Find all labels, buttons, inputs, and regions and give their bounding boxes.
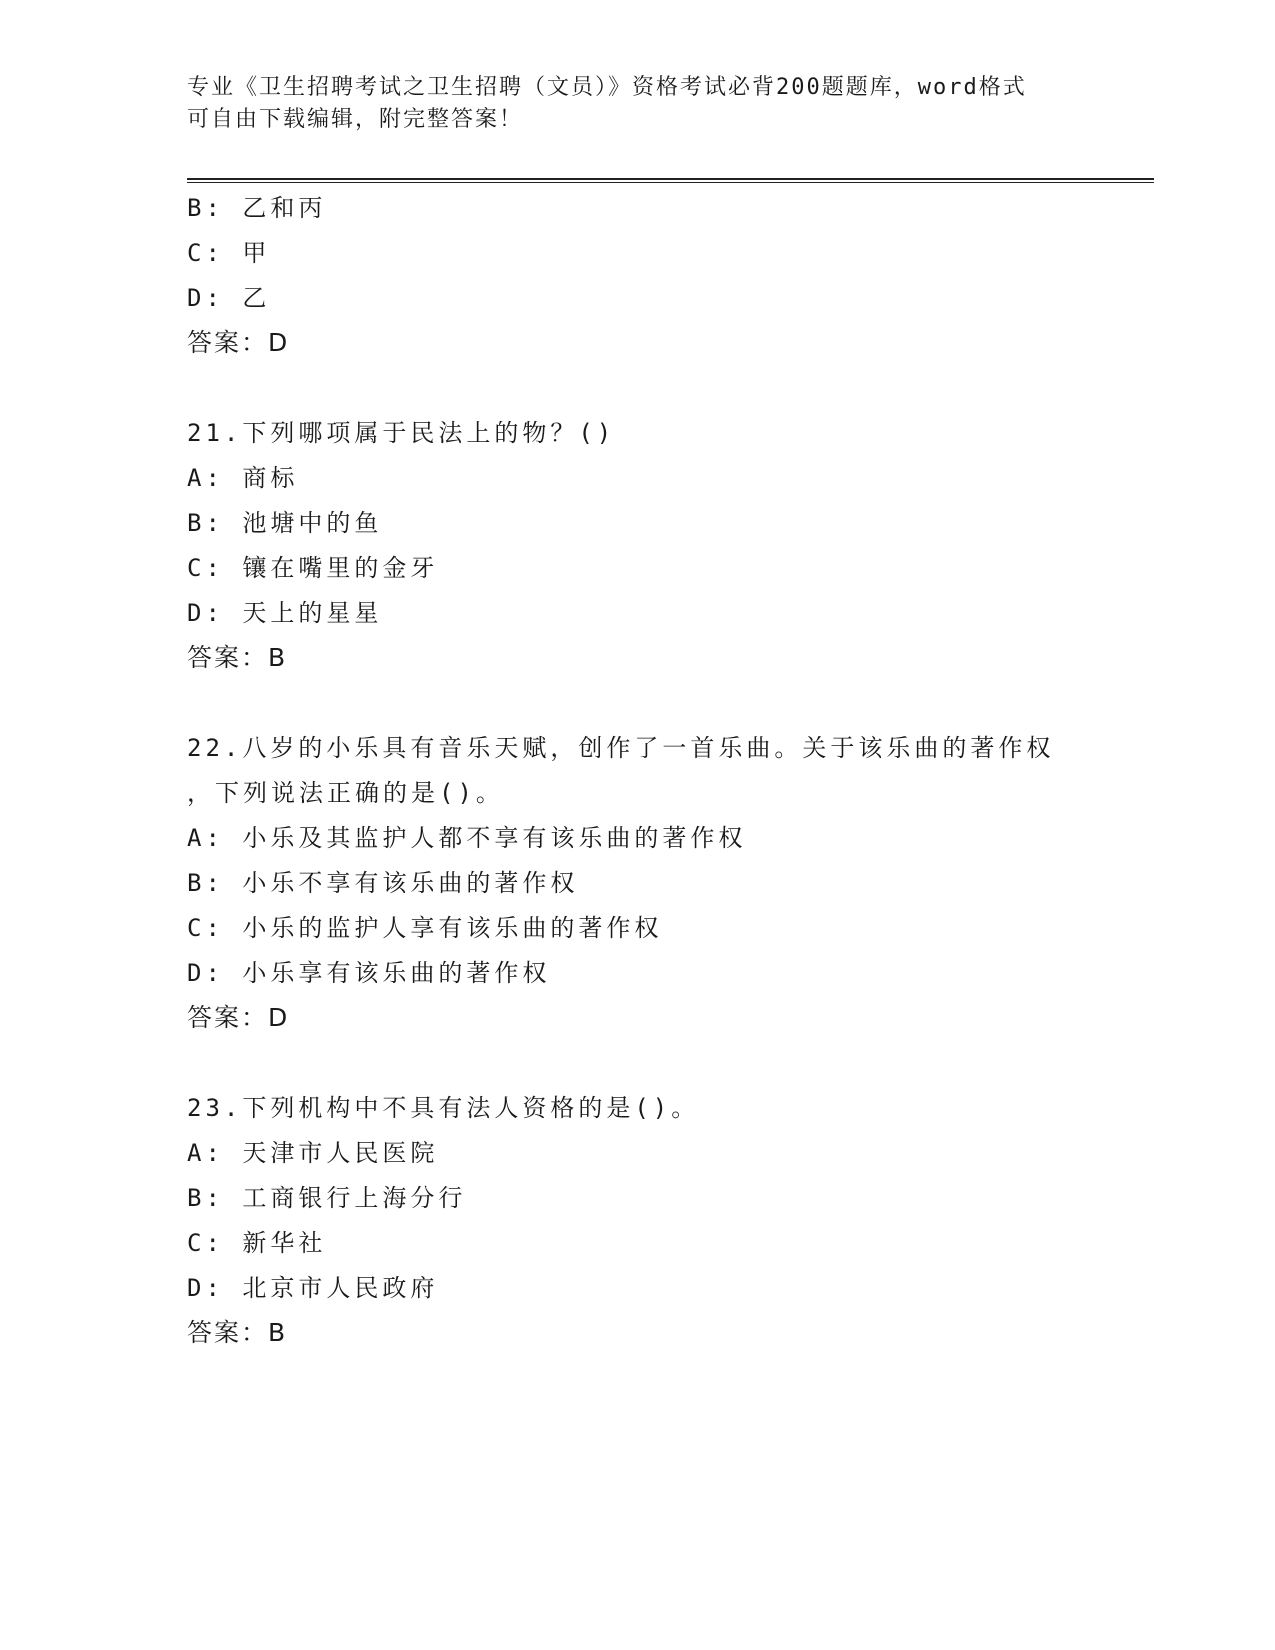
- question-stem-continued: ，下列说法正确的是()。: [187, 779, 504, 807]
- answer-line: 答案：B: [187, 1318, 288, 1347]
- option-b: B: 小乐不享有该乐曲的著作权: [187, 869, 579, 897]
- answer-line: 答案：D: [187, 328, 290, 357]
- question-stem: 21.下列哪项属于民法上的物？(): [187, 419, 616, 447]
- question-stem: 23.下列机构中不具有法人资格的是()。: [187, 1094, 700, 1122]
- question-stem: 22.八岁的小乐具有音乐天赋，创作了一首乐曲。关于该乐曲的著作权: [187, 734, 1055, 762]
- answer-line: 答案：B: [187, 643, 288, 672]
- option-a: A: 天津市人民医院: [187, 1139, 439, 1167]
- option-c: C: 小乐的监护人享有该乐曲的著作权: [187, 914, 663, 942]
- option-b: B: 乙和丙: [187, 194, 327, 222]
- header-line-2: 可自由下载编辑，附完整答案！: [187, 107, 524, 132]
- answer-line: 答案：D: [187, 1003, 290, 1032]
- option-b: B: 池塘中的鱼: [187, 509, 383, 537]
- option-c: C: 甲: [187, 239, 271, 267]
- option-b: B: 工商银行上海分行: [187, 1184, 467, 1212]
- header-line-1: 专业《卫生招聘考试之卫生招聘（文员）》资格考试必背200题题库，word格式: [187, 75, 1027, 100]
- option-a: A: 商标: [187, 464, 299, 492]
- header-divider: [187, 178, 1154, 183]
- option-d: D: 天上的星星: [187, 599, 383, 627]
- option-d: D: 乙: [187, 284, 271, 312]
- option-d: D: 北京市人民政府: [187, 1274, 439, 1302]
- option-c: C: 新华社: [187, 1229, 327, 1257]
- option-c: C: 镶在嘴里的金牙: [187, 554, 439, 582]
- page-header: [187, 72, 1087, 136]
- option-a: A: 小乐及其监护人都不享有该乐曲的著作权: [187, 824, 747, 852]
- option-d: D: 小乐享有该乐曲的著作权: [187, 959, 551, 987]
